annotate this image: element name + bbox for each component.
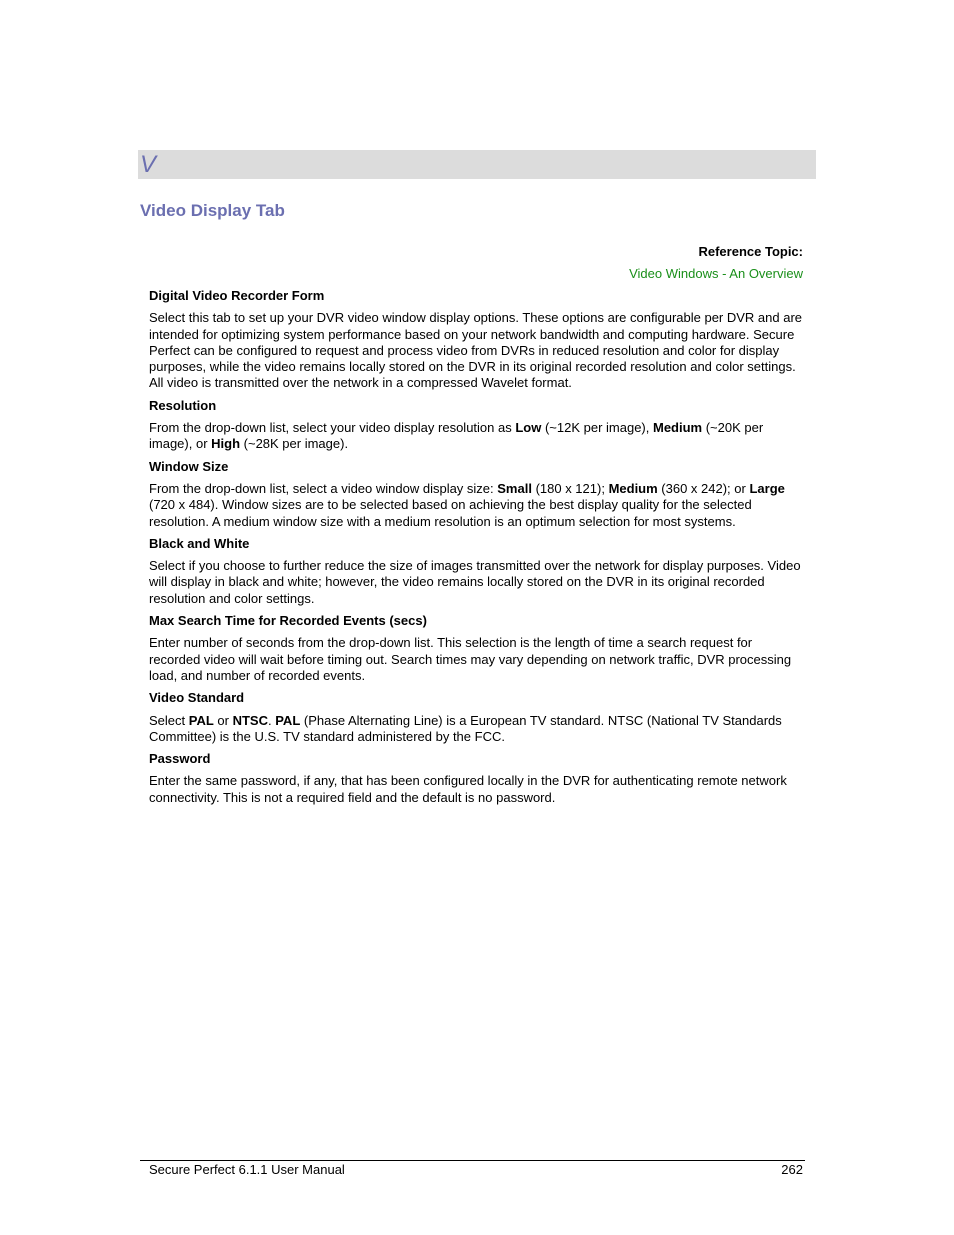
password-paragraph: Enter the same password, if any, that has been configured locally in the DVR for authenticating remote network connectivity. This is not a required field and the default is no password. <box>149 773 787 805</box>
intro-paragraph: Select this tab to set up your DVR video window display options. These options are configurable per DVR and are intended for optimizing system performance based on your network bandwidth and computing hardware. Secure Perfect can be configured to request and process video from DVRs in reduced resolution and color for display purposes, while the video remains locally stored on the DVR in its original recorded resolution and color settings. All video is transmitted over the network in a compressed Wavelet format. <box>149 310 803 391</box>
footer-divider <box>140 1160 805 1161</box>
footer-manual-title: Secure Perfect 6.1.1 User Manual <box>149 1162 345 1177</box>
section-title: Video Display Tab <box>140 201 285 220</box>
window-size-heading: Window Size <box>149 458 229 474</box>
password-heading: Password <box>149 751 211 767</box>
index-letter-bar <box>138 150 816 179</box>
resolution-paragraph: From the drop-down list, select your video display resolution as Low (~12K per image), Medium (~20K per image), or High (~28K per image). <box>149 420 764 452</box>
black-white-heading: Black and White <box>149 535 250 551</box>
main-content <box>149 288 807 812</box>
reference-topic-link[interactable]: Video Windows - An Overview <box>629 266 803 281</box>
form-heading: Digital Video Recorder Form <box>149 288 325 303</box>
index-letter: V <box>140 151 157 178</box>
max-search-paragraph: Enter number of seconds from the drop-down list. This selection is the length of time a search request for recorded video will wait before timing out. Search times may vary depending on network traffic, DVR processing load, and number of recorded events. <box>149 635 792 683</box>
resolution-heading: Resolution <box>149 397 217 413</box>
reference-topic-label: Reference Topic: <box>698 244 803 259</box>
video-standard-heading: Video Standard <box>149 690 245 706</box>
window-size-paragraph: From the drop-down list, select a video window display size: Small (180 x 121); Medium (360 x 242); or Large (720 x 484). Window sizes are to be selected based on achieving the best display quality for the selected resolution. A medium window size with a medium resolution is an optimum selection for most systems. <box>149 480 785 529</box>
video-standard-paragraph: Select PAL or NTSC. PAL (Phase Alternating Line) is a European TV standard. NTSC (National TV Standards Committee) is the U.S. TV standard administered by the FCC. <box>149 712 782 744</box>
footer-page-number: 262 <box>781 1162 803 1177</box>
max-search-heading: Max Search Time for Recorded Events (secs) <box>149 613 427 629</box>
black-white-paragraph: Select if you choose to further reduce the size of images transmitted over the network for display purposes. Video will display in black and white; however, the video remains locally stored on the DVR in its original recorded resolution and color settings. <box>149 558 801 606</box>
